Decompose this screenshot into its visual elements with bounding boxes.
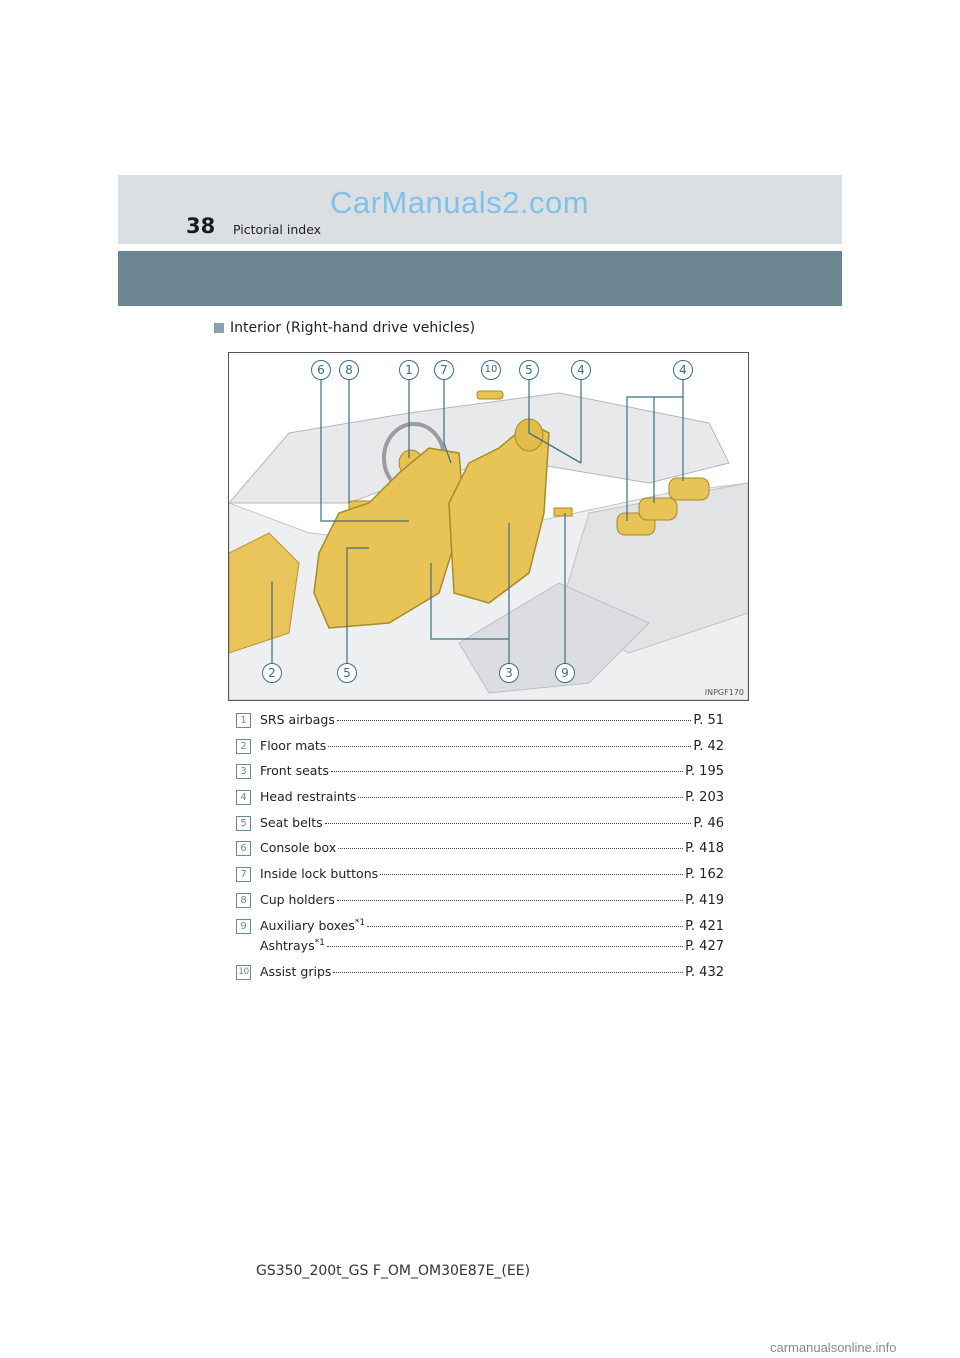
head-restraint-rear-center-shape <box>639 498 677 520</box>
index-entry[interactable] <box>260 964 724 980</box>
index-entry[interactable] <box>260 712 724 728</box>
subsection-title: Interior (Right-hand drive vehicles) <box>230 320 476 336</box>
dot-leader <box>338 848 683 849</box>
dot-leader <box>325 823 692 824</box>
index-entry-page[interactable]: P. 427 <box>685 938 724 954</box>
section-title: Pictorial index <box>233 222 322 237</box>
callout-top_callouts-2: 1 <box>399 360 419 380</box>
index-entry[interactable] <box>260 892 724 908</box>
callout-top_callouts-6: 4 <box>571 360 591 380</box>
dot-leader <box>337 720 692 721</box>
index-entry-text: Auxiliary boxes <box>260 917 355 933</box>
section-banner <box>118 251 842 306</box>
dot-leader <box>327 946 683 947</box>
index-entry-page[interactable]: P. 162 <box>685 867 724 883</box>
index-entry-text: Ashtrays <box>260 937 315 953</box>
index-number-badge: 6 <box>236 841 251 856</box>
index-row <box>236 840 724 866</box>
subsection-heading <box>214 320 475 336</box>
index-entry-page[interactable]: P. 51 <box>693 713 724 728</box>
index-entry-footnote: *1 <box>314 937 325 948</box>
callout-bottom_callouts-1: 5 <box>337 663 357 683</box>
figure-code: INPGF170 <box>704 688 744 697</box>
index-entry-label <box>260 866 378 881</box>
index-entry-page[interactable]: P. 432 <box>685 964 724 980</box>
index-entry[interactable] <box>260 866 724 882</box>
footer-document-code: GS350_200t_GS F_OM_OM30E87E_(EE) <box>256 1263 531 1279</box>
index-entry-label <box>260 918 365 933</box>
callout-bottom_callouts-3: 9 <box>555 663 575 683</box>
index-entry[interactable] <box>260 763 724 779</box>
dot-leader <box>358 797 683 798</box>
callout-bottom_callouts-0: 2 <box>262 663 282 683</box>
index-entry-label <box>260 892 335 907</box>
index-entry-label <box>260 712 335 727</box>
page-number: 38 <box>186 214 216 238</box>
index-row <box>236 712 724 738</box>
callout-top_callouts-5: 5 <box>519 360 539 380</box>
index-entry-label <box>260 738 326 753</box>
index-list <box>236 712 724 989</box>
callout-top_callouts-3: 7 <box>434 360 454 380</box>
index-number-badge: 9 <box>236 919 251 934</box>
index-entry[interactable] <box>260 738 724 754</box>
dot-leader <box>331 771 683 772</box>
index-entry-label <box>260 964 331 979</box>
dot-leader <box>367 926 683 927</box>
index-entry-text: Front seats <box>260 763 329 779</box>
index-entry-page[interactable]: P. 418 <box>685 841 724 857</box>
index-entry[interactable] <box>260 789 724 805</box>
square-bullet-icon <box>214 323 224 333</box>
index-entry[interactable] <box>260 840 724 856</box>
callout-top_callouts-7: 4 <box>673 360 693 380</box>
index-number-badge: 8 <box>236 893 251 908</box>
index-row <box>236 964 724 990</box>
index-entry-page[interactable]: P. 46 <box>693 815 724 831</box>
index-row <box>236 815 724 841</box>
index-entry-label <box>260 815 323 830</box>
head-restraint-rear-right-shape <box>669 478 709 500</box>
interior-drawing <box>229 353 748 700</box>
index-number-badge: 2 <box>236 739 251 754</box>
index-row <box>236 789 724 815</box>
index-row <box>236 763 724 789</box>
index-entry[interactable] <box>260 918 724 934</box>
index-row <box>236 918 724 964</box>
index-entry-text: SRS airbags <box>260 712 335 727</box>
watermark-logo[interactable]: CarManuals2.com <box>330 185 590 220</box>
index-entry-page[interactable]: P. 419 <box>685 892 724 908</box>
callout-top_callouts-0: 6 <box>311 360 331 380</box>
index-entry-page[interactable]: P. 195 <box>685 764 724 780</box>
index-number-badge: 7 <box>236 867 251 882</box>
assist-grip-shape <box>477 391 503 399</box>
dot-leader <box>333 972 683 973</box>
index-entry-page[interactable]: P. 42 <box>693 738 724 754</box>
callout-top_callouts-4: 10 <box>481 360 501 380</box>
index-entry-text: Floor mats <box>260 737 327 753</box>
index-row <box>236 738 724 764</box>
index-number-badge: 4 <box>236 790 251 805</box>
index-entry-label <box>260 763 329 778</box>
index-number-badge: 1 <box>236 713 251 728</box>
index-entry-text: Head restraints <box>260 789 357 805</box>
callout-top_callouts-1: 8 <box>339 360 359 380</box>
index-entry-text: Inside lock buttons <box>260 866 379 882</box>
index-entry-text: Console box <box>260 840 337 856</box>
index-entry[interactable] <box>260 815 724 831</box>
callout-bottom_callouts-2: 3 <box>499 663 519 683</box>
index-entry-text: Assist grips <box>260 963 332 979</box>
index-entry-page[interactable]: P. 421 <box>685 918 724 934</box>
index-entry[interactable] <box>260 938 724 954</box>
index-entry-label <box>260 938 325 953</box>
watermark-site[interactable]: carmanualsonline.info <box>770 1340 897 1355</box>
auxiliary-box-shape <box>554 508 572 516</box>
dot-leader <box>380 874 683 875</box>
dot-leader <box>328 746 691 747</box>
index-entry-label <box>260 789 356 804</box>
index-row <box>236 866 724 892</box>
interior-illustration <box>228 352 749 701</box>
dot-leader <box>337 900 683 901</box>
index-number-badge: 5 <box>236 816 251 831</box>
index-entry-text: Seat belts <box>260 814 323 830</box>
index-number-badge: 3 <box>236 764 251 779</box>
index-entry-page[interactable]: P. 203 <box>685 790 724 806</box>
index-entry-text: Cup holders <box>260 891 335 907</box>
index-number-badge: 10 <box>236 965 251 980</box>
index-entry-label <box>260 840 336 855</box>
index-row <box>236 892 724 918</box>
index-entry-footnote: *1 <box>354 917 366 928</box>
